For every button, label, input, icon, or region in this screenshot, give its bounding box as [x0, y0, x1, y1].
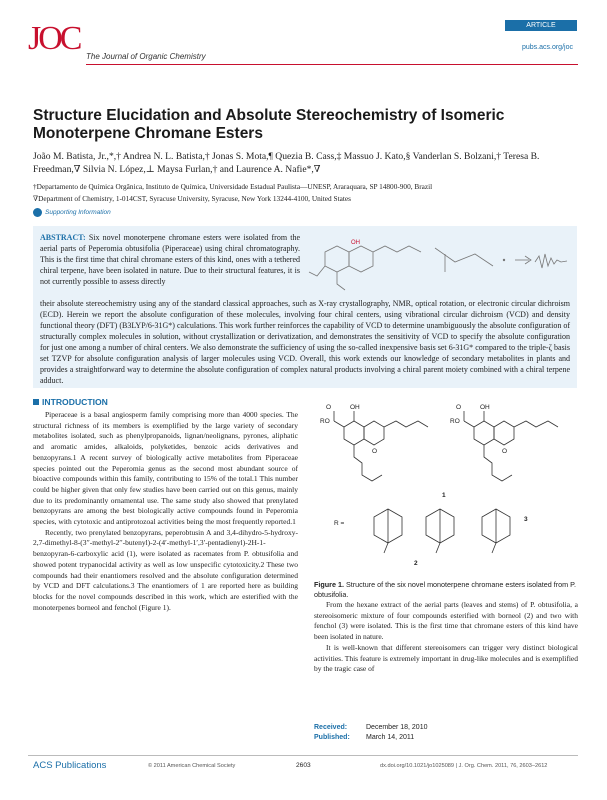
footer-rule: [28, 755, 578, 756]
copyright-notice: © 2011 American Chemical Society: [148, 763, 236, 769]
compound-label: 2: [414, 560, 418, 567]
figure-caption: [314, 580, 578, 600]
intro-paragraph: Recently, two prenylated benzopyrans, peperobtusin A and 3,4-dihydro-5-hydroxy-2,7-dimethyl-8-(3′′-methyl-2′′-butenyl)-2-(4′-methyl-1′,3′-pentadienyl)-2H-1-benzopyran-6-carboxylic acid (1), were isolated as racemates from P. obtusifolia and showed potent trypanocidal activity as well as low unspecific cytotoxicity.2 These two compounds had their enantiomers resolved and the absolute configuration determined by VCD and DFT calculations.3 The enantiomers of 1 are reported here as building blocks for the novel compounds described in this work, which are esterified with the monoterpenes borneol and fenchol (Figure 1).: [33, 527, 298, 612]
abstract-label: ABSTRACT:: [40, 233, 86, 242]
body-paragraph: It is well-known that different stereoisomers can trigger very distinct biological activities. This feature is extremely important in drug-like molecules and is exemplified by the tragic case of: [314, 642, 578, 674]
section-bullet-icon: [33, 399, 39, 405]
figure-label: RO: [450, 418, 460, 425]
affiliation-1: †Departamento de Química Orgânica, Instituto de Química, Universidade Estadual Paulista—UNESP, Araraquara, SP 14800-900, Brazil: [33, 182, 433, 191]
compound-label: 1: [442, 492, 446, 499]
received-label: Received:: [314, 724, 348, 731]
figure-caption-label: Figure 1.: [314, 580, 344, 589]
affiliation-2: ∇Department of Chemistry, 1-014CST, Syracuse University, Syracuse, New York 13244-4100, United States: [33, 194, 351, 203]
received-date: December 18, 2010: [366, 724, 428, 731]
toc-graphic-image: [305, 232, 570, 294]
figure-label: O: [456, 404, 462, 411]
paper-title: Structure Elucidation and Absolute Stereochemistry of Isomeric Monoterpene Chromane Esters: [33, 107, 505, 142]
abstract-body-top: Six novel monoterpene chromane esters were isolated from the aerial parts of Peperomia obtusifolia (Piperaceae) using chiral chromatography. This is the first time that chiral chromane esters of this kind, ones with a tethered chiral terpene, have been isolated in nature. Due to their structural features, it is not currently possible to assess directly: [40, 233, 300, 286]
intro-text-column: [33, 410, 298, 613]
figure-label: OH: [480, 404, 490, 411]
author-list: João M. Batista, Jr.,*,† Andrea N. L. Batista,† Jonas S. Mota,¶ Quezia B. Cass,‡ Massuo J. Kato,§ Vanderlan S. Bolzani,† Teresa B. Freedman,∇ Silvia N. López,⊥ Maysa Furlan,† and Laurence A. Nafie*,∇: [33, 151, 540, 175]
doi-citation-link[interactable]: dx.doi.org/10.1021/jo1025089 | J. Org. Chem. 2011, 76, 2603–2612: [380, 763, 548, 769]
intro-paragraph: Piperaceae is a basal angiosperm family comprising more than 4000 species. The structural richness of its members is exemplified by the large variety of secondary metabolites isolated, such as phenylpropanoids, lignan/neolignans, pyrones, aliphatic and aromatic amides, alkaloids, polyketides, benzoic acids derivatives and benzopyrans.1 A recent survey of biologically active metabolites from Piperaceae species pointed out the Peperomia genus as the second most abundant source of bioactive compounds within this family, contributing to 15% of the total.1 This number could be higher given that only few studies have been carried out on this genus, mainly due to its predominantly ornamental use. The same study also showed that prenylated benzopyrans are among the best biologically active compounds found in Peperomia species, with cytotoxic and antiprotozoal activities being the most frequently reported.1: [33, 410, 298, 527]
figure-label: O: [372, 448, 378, 455]
journal-logo: JOC: [28, 20, 80, 57]
compound-label: 3: [524, 516, 528, 523]
supporting-info-link[interactable]: Supporting Information: [45, 209, 111, 216]
figure-label: O: [326, 404, 332, 411]
figure-label: R =: [334, 520, 345, 527]
right-text-column: [314, 600, 578, 675]
publication-dates: [314, 724, 578, 744]
section-heading-introduction: INTRODUCTION: [42, 397, 108, 407]
abstract-body-bottom: their absolute stereochemistry using any of the standard classical approaches, such as X-ray crystallography, NMR, optical rotation, or electronic circular dichroism (ECD). Herein we report the absolute configuration of these molecules, involving four chiral centers, using vibrational circular dichroism (VCD) and density functional theory (DFT) (B3LYP/6-31G*) calculations. This work further reinforces the capability of VCD to determine unambiguously the absolute configuration of structurally complex molecules in solution, without crystallization or derivatization, and demonstrates the sensitivity of VCD to specify the absolute configuration for just one among a number of chiral centers. We also demonstrate the sufficiency of using the so-called inexpensive basis set 6-31G* compared to the triple-ζ basis set TZVP for absolute configuration analysis of larger molecules using VCD. Overall, this work extends our knowledge of secondary metabolites in plants and provides a straightforward way to determine the absolute configuration of complex natural products involving a chiral parent moiety combined with a chiral terpene adduct.: [40, 299, 570, 385]
figure-caption-text: Structure of the six novel monoterpene chromane esters isolated from P. obtusifolia.: [314, 580, 576, 599]
published-label: Published:: [314, 734, 350, 741]
article-type-badge: ARTICLE: [505, 20, 577, 31]
page-number: 2603: [296, 762, 311, 769]
published-date: March 14, 2011: [366, 734, 415, 741]
figure-label: RO: [320, 418, 330, 425]
header-rule: [86, 64, 578, 65]
publisher-logo: ACS Publications: [33, 760, 107, 771]
figure-label: OH: [350, 404, 360, 411]
figure-label: O: [502, 448, 508, 455]
journal-name: The Journal of Organic Chemistry: [86, 52, 206, 61]
svg-text:OH: OH: [351, 240, 360, 246]
supporting-info-icon[interactable]: [33, 208, 42, 217]
abstract-text-top: [40, 232, 300, 287]
figure-1-structures: [314, 397, 578, 577]
body-paragraph: From the hexane extract of the aerial parts (leaves and stems) of P. obtusifolia, a stereoisomeric mixture of four compounds esterified with borneol (2) and two with fenchol (3) were isolated. This is the first time that chromane esters of this kind have been isolated in nature.: [314, 600, 578, 642]
journal-url-link[interactable]: pubs.acs.org/joc: [522, 44, 573, 51]
